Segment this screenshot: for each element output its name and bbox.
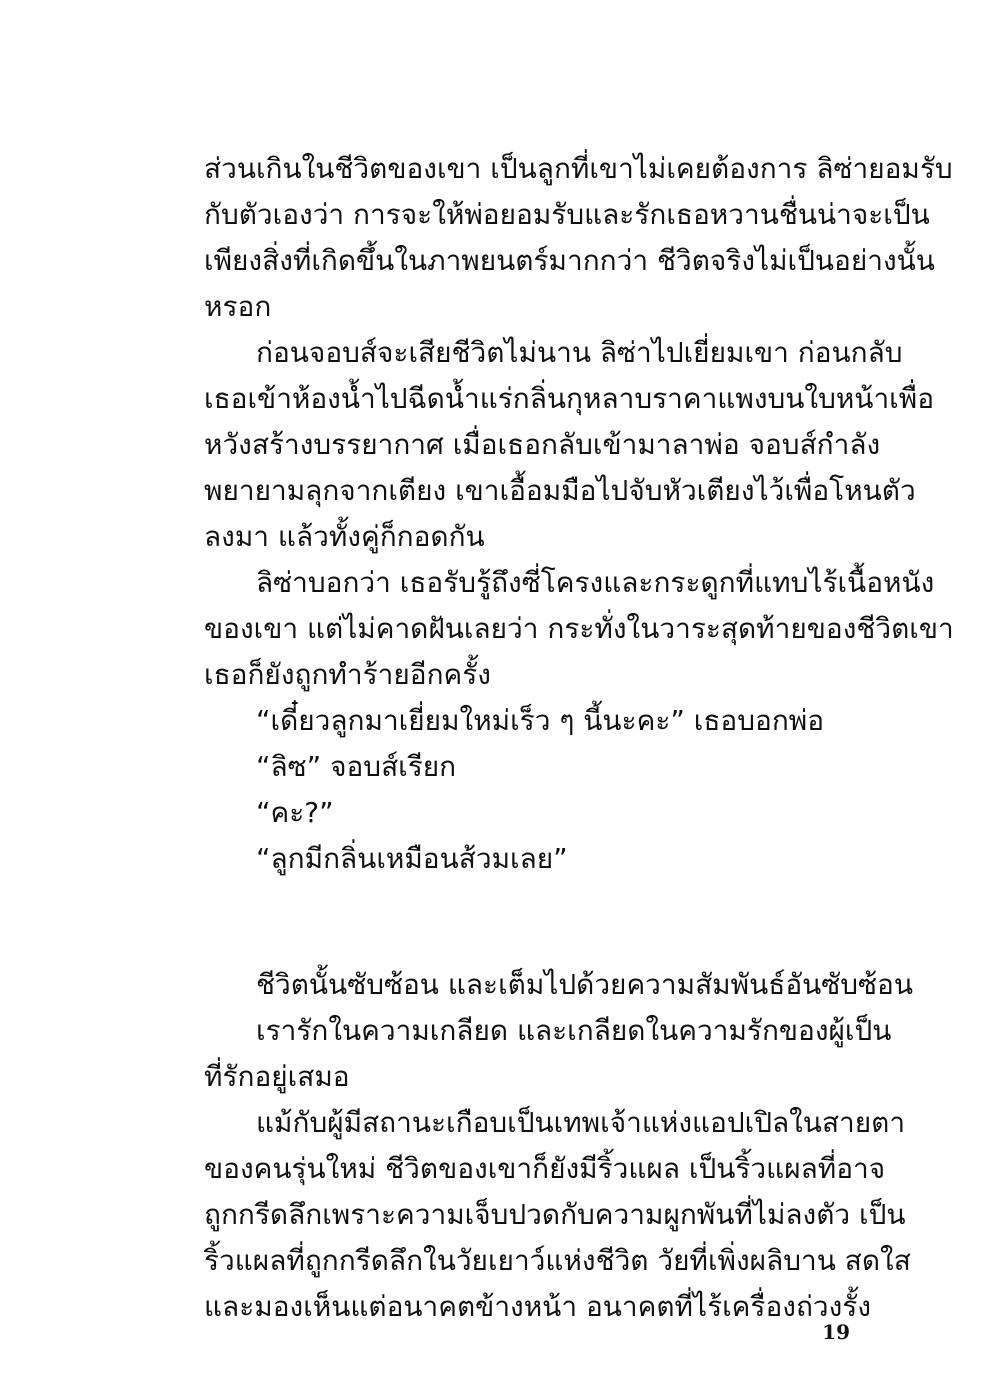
dialogue-line (204, 744, 864, 790)
paragraph (204, 560, 954, 698)
text-line: ชีวิตนั้นซับซ้อน และเต็มไปด้วยความสัมพันธ์อันซับซ้อน (256, 968, 914, 1001)
text-line: หรอก (204, 290, 272, 323)
text-line: แม้กับผู้มีสถานะเกือบเป็นเทพเจ้าแห่งแอปเปิลในสายตา (256, 1106, 906, 1139)
text-line: ของคนรุ่นใหม่ ชีวิตของเขาก็ยังมีริ้วแผล เป็นริ้วแผลที่อาจ (204, 1152, 886, 1185)
text-line: “คะ?” (256, 796, 334, 829)
text-line: ที่รักอยู่เสมอ (204, 1060, 350, 1093)
text-line: “เดี๋ยวลูกมาเยี่ยมใหม่เร็ว ๆ นี้นะคะ” เธอบอกพ่อ (256, 704, 825, 737)
dialogue-line (204, 698, 864, 744)
paragraph (204, 1100, 911, 1330)
dialogue-line (204, 836, 864, 882)
text-line: ของเขา แต่ไม่คาดฝันเลยว่า กระทั่งในวาระสุดท้ายของชีวิตเขา (204, 612, 954, 645)
text-line: ลงมา แล้วทั้งคู่ก็กอดกัน (204, 520, 485, 553)
text-line: กับตัวเองว่า การจะให้พ่อยอมรับและรักเธอหวานชื่นน่าจะเป็น (204, 198, 930, 231)
text-line: ลิซ่าบอกว่า เธอรับรู้ถึงซี่โครงและกระดูกที่แทบไร้เนื้อหนัง (256, 566, 935, 599)
text-line: ก่อนจอบส์จะเสียชีวิตไม่นาน ลิซ่าไปเยี่ยมเขา ก่อนกลับ (256, 336, 903, 369)
text-line: เรารักในความเกลียด และเกลียดในความรักของผู้เป็น (256, 1014, 892, 1047)
text-line: ส่วนเกินในชีวิตของเขา เป็นลูกที่เขาไม่เคยต้องการ ลิซ่ายอมรับ (204, 152, 953, 185)
paragraph (204, 146, 953, 330)
body-text (204, 146, 954, 1330)
paragraph (204, 1008, 892, 1100)
text-line: หวังสร้างบรรยากาศ เมื่อเธอกลับเข้ามาลาพ่อ จอบส์กำลัง (204, 428, 881, 461)
page-number: 19 (822, 1320, 850, 1344)
section-break (204, 882, 864, 962)
text-line: พยายามลุกจากเตียง เขาเอื้อมมือไปจับหัวเตียงไว้เพื่อโหนตัว (204, 474, 916, 507)
text-line: “ลูกมีกลิ่นเหมือนส้วมเลย” (256, 842, 568, 875)
text-line: และมองเห็นแต่อนาคตข้างหน้า อนาคตที่ไร้เครื่องถ่วงรั้ง (204, 1290, 871, 1323)
text-line: เธอเข้าห้องน้ำไปฉีดน้ำแร่กลิ่นกุหลาบราคาแพงบนใบหน้าเพื่อ (204, 382, 935, 415)
paragraph (204, 330, 935, 560)
text-line: ริ้วแผลที่ถูกกรีดลึกในวัยเยาว์แห่งชีวิต วัยที่เพิ่งผลิบาน สดใส (204, 1244, 911, 1277)
text-line: เธอก็ยังถูกทำร้ายอีกครั้ง (204, 658, 491, 691)
paragraph (204, 962, 914, 1008)
text-line: เพียงสิ่งที่เกิดขึ้นในภาพยนตร์มากกว่า ชีวิตจริงไม่เป็นอย่างนั้น (204, 244, 935, 277)
text-line: ถูกกรีดลึกเพราะความเจ็บปวดกับความผูกพันที่ไม่ลงตัว เป็น (204, 1198, 906, 1231)
text-line: “ลิซ” จอบส์เรียก (256, 750, 457, 783)
dialogue-line (204, 790, 864, 836)
